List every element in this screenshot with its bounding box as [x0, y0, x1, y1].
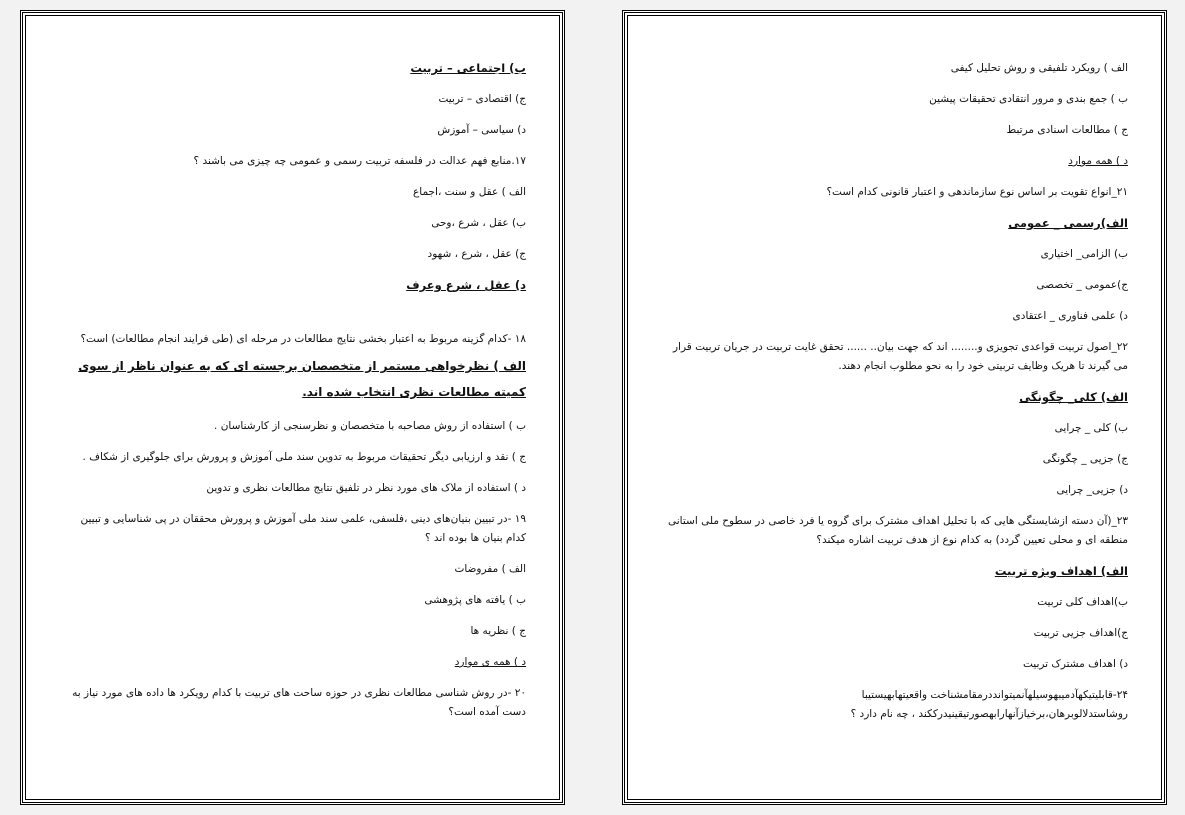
document-page-right [622, 10, 1167, 805]
question-text: ۱۷.منابع فهم عدالت در فلسفه تربیت رسمی و عمومی چه چیزی می باشند ؟ [193, 155, 526, 167]
answer-option: ج ) نقد و ارزیابی دیگر تحقیقات مربوط به تدوین سند ملی آموزش و پرورش برای جلوگیری از شکاف . [82, 451, 526, 463]
question-text: ۲۱_انواع تقویت بر اساس نوع سازماندهی و اعتبار قانونی کدام است؟ [826, 186, 1128, 198]
answer-option: د) جزیی_ چرایی [1056, 484, 1128, 496]
answer-option: ب ) جمع بندی و مرور انتقادی تحقیقات پیشین [929, 93, 1128, 105]
answer-option: ب) عقل ، شرع ،وحی [431, 217, 526, 229]
answer-option-highlighted-text: الف ) نظرخواهی مستمر از متخصصان برجسته ای که به عنوان ناظر از سوی کمیته مطالعات نظری انتخاب شده اند. [78, 359, 526, 399]
answer-option: د) علمی فناوری _ اعتقادی [1012, 310, 1128, 322]
answer-option-highlighted: الف) اهداف ویژه تربیت [994, 564, 1128, 578]
answer-option: ب) الزامی_ اختیاری [1040, 248, 1128, 260]
answer-option: ج)اهداف جزیی تربیت [1033, 627, 1128, 639]
answer-option-highlighted: د) عقل ، شرع وعرف [406, 278, 526, 292]
question-text: ۲۴-قابلیتیکهآدمیبهوسیلهآنمیتوانددرمقامشناخت واقعیتهابهیستیبا روشاستدلالوبرهان،برخیازآنهارابهصورتیقینیدرککند ، چه نام دارد ؟ [850, 689, 1128, 720]
question-text: ۱۹ -در تبیین بنیان‌های دینی ،فلسفی، علمی سند ملی آموزش و پرورش محققان در پی شناسایی و تبیین کدام بنیان ها بوده اند ؟ [80, 513, 526, 544]
answer-option-highlighted [59, 353, 526, 405]
answer-option: الف ) عقل و سنت ،اجماع [413, 186, 526, 198]
answer-option: ج) عقل ، شرع ، شهود [427, 248, 526, 260]
answer-option: ج ) نظریه ها [470, 625, 526, 637]
question-text: ۲۳_(آن دسته ازشایستگی هایی که با تحلیل اهداف مشترک برای گروه یا فرد خاصی در سطوح ملی استانی منطقه ای و محلی تعیین گردد) به کدام نوع از هدف تربیت اشاره میکند؟ [668, 515, 1128, 546]
question-text: ۲۲_اصول تربیت قواعدی تجویزی و........ اند که جهت بیان.. ...... تحقق غایت تربیت در جریان تربیت قرار می گیرند تا هریک وظایف تربیتی خود را به نحو مطلوب انجام دهند. [672, 341, 1128, 372]
answer-option: ج ) مطالعات اسنادی مرتبط [1006, 124, 1128, 136]
answer-option: الف ) رویکرد تلفیقی و روش تحلیل کیفی [950, 62, 1128, 74]
answer-option: ب)اهداف کلی تربیت [1037, 596, 1128, 608]
answer-option: د ) استفاده از ملاک های مورد نظر در تلفیق نتایج مطالعات نظری و تدوین [206, 482, 526, 494]
question-text: ۱۸ -کدام گزینه مربوط به اعتبار بخشی نتایج مطالعات در مرحله ای (طی فرایند انجام مطالعات) است؟ [80, 333, 526, 345]
answer-option: ب ) استفاده از روش مصاحبه با متخصصان و نظرسنجی از کارشناسان . [214, 420, 526, 432]
page-content-left [59, 59, 526, 722]
answer-option: ج)عمومی _ تخصصی [1036, 279, 1128, 291]
answer-option-highlighted: الف) کلی_ چگونگی [1019, 390, 1128, 404]
document-page-left [20, 10, 565, 805]
answer-option: ب ) یافته های پژوهشی [424, 594, 526, 606]
answer-option: ج) اقتصادی – تربیت [438, 93, 526, 105]
answer-option: ج) جزیی _ چگونگی [1042, 453, 1128, 465]
page-content-right [661, 59, 1128, 724]
answer-option: د) سیاسی – آموزش [437, 124, 526, 136]
answer-option-highlighted: د ) همه موارد [1068, 155, 1128, 167]
answer-option-highlighted: الف)رسمی _ عمومی [1008, 216, 1128, 230]
answer-option: ب) کلی _ چرایی [1054, 422, 1128, 434]
answer-option-highlighted: د ) همه ی موارد [454, 656, 526, 668]
answer-option-highlighted: ب) اجتماعی – تربیت [410, 61, 526, 75]
answer-option: د) اهداف مشترک تربیت [1022, 658, 1128, 670]
answer-option: الف ) مفروضات [454, 563, 526, 575]
question-text: ۲۰ -در روش شناسی مطالعات نظری در حوزه ساحت های تربیت با کدام رویکرد ها داده های مورد نیاز به دست آمده است؟ [72, 687, 526, 718]
